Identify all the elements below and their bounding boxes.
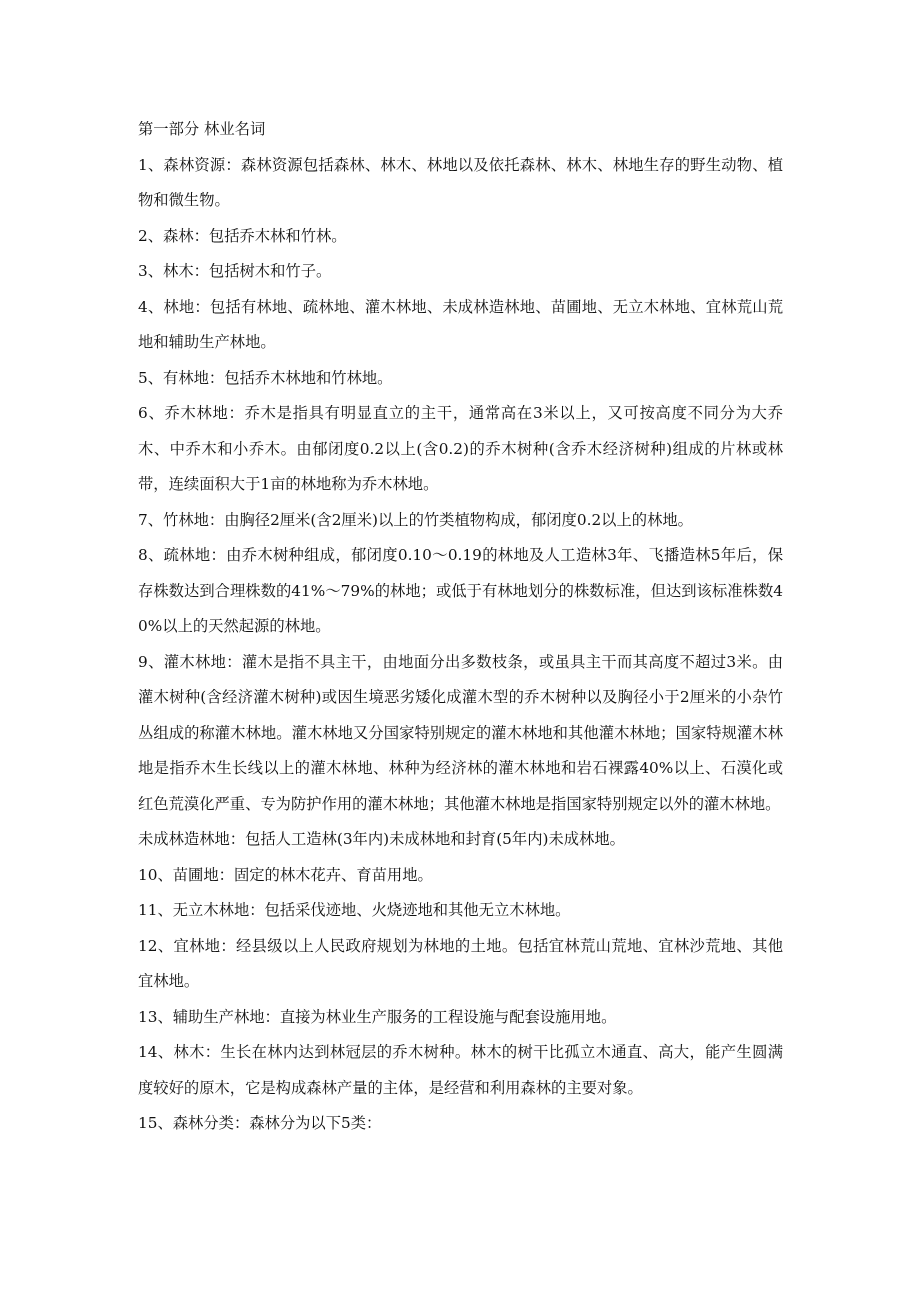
paragraph-forest: 2、森林：包括乔木林和竹林。: [138, 226, 347, 245]
paragraph-stocked-land: 5、有林地：包括乔木林地和竹林地。: [138, 368, 393, 387]
paragraph-forest-land: 4、林地：包括有林地、疏林地、灌木林地、未成林造林地、苗圃地、无立木林地、宜林荒山荒地和辅助生产林地。: [138, 297, 783, 351]
paragraph-sparse-forest-land: 8、疏林地：由乔木树种组成，郁闭度0.10～0.19的林地及人工造林3年、飞播造林5年后，保存株数达到合理株数的41%～79%的林地；或低于有林地划分的株数标准，但达到该标准株数40%以上的天然起源的林地。: [138, 546, 783, 635]
paragraph-trees: 3、林木：包括树木和竹子。: [138, 262, 332, 280]
paragraph-arbor-forest-land: 6、乔木林地：乔木是指具有明显直立的主干，通常高在3米以上，又可按高度不同分为大乔木、中乔木和小乔木。由郁闭度0.2以上(含0.2)的乔木树种(含乔木经济树种)组成的片林或林带，连续面积大于1亩的林地称为乔木林地。: [138, 404, 783, 493]
paragraph-shrub-land: 9、灌木林地：灌木是指不具主干，由地面分出多数枝条，或虽具主干而其高度不超过3米。由灌木树种(含经济灌木树种)或因生境恶劣矮化成灌木型的乔木树种以及胸径小于2厘米的小杂竹丛组成的称灌木林地。灌木林地又分国家特别规定的灌木林地和其他灌木林地；国家特规灌木林地是指乔木生长线以上的灌木林地、林种为经济林的灌木林地和岩石裸露40%以上、石漠化或红色荒漠化严重、专为防护作用的灌木林地；其他灌木林地是指国家特别规定以外的灌木林地。: [138, 652, 783, 813]
paragraph-stand-trees: 14、林木：生长在林内达到林冠层的乔木树种。林木的树干比孤立木通直、高大，能产生圆满度较好的原木，它是构成森林产量的主体，是经营和利用森林的主要对象。: [138, 1043, 783, 1097]
paragraph-unestablished-plantation: 未成林造林地：包括人工造林(3年内)未成林地和封育(5年内)未成林地。: [138, 830, 625, 848]
paragraph-bamboo-forest-land: 7、竹林地：由胸径2厘米(含2厘米)以上的竹类植物构成，郁闭度0.2以上的林地。: [138, 510, 693, 529]
section-heading: 第一部分 林业名词: [138, 120, 266, 138]
paragraph-nursery-land: 10、苗圃地：固定的林木花卉、育苗用地。: [138, 865, 433, 884]
document-page: [138, 112, 783, 1142]
paragraph-forest-classification: 15、森林分类：森林分为以下5类：: [138, 1114, 382, 1132]
paragraph-forest-resources: 1、森林资源：森林资源包括森林、林木、林地以及依托森林、林木、林地生存的野生动物、植物和微生物。: [138, 155, 783, 209]
paragraph-suitable-land: 12、宜林地：经县级以上人民政府规划为林地的土地。包括宜林荒山荒地、宜林沙荒地、其他宜林地。: [138, 936, 783, 990]
paragraph-treeless-land: 11、无立木林地：包括采伐迹地、火烧迹地和其他无立木林地。: [138, 901, 571, 919]
paragraph-auxiliary-land: 13、辅助生产林地：直接为林业生产服务的工程设施与配套设施用地。: [138, 1007, 617, 1026]
